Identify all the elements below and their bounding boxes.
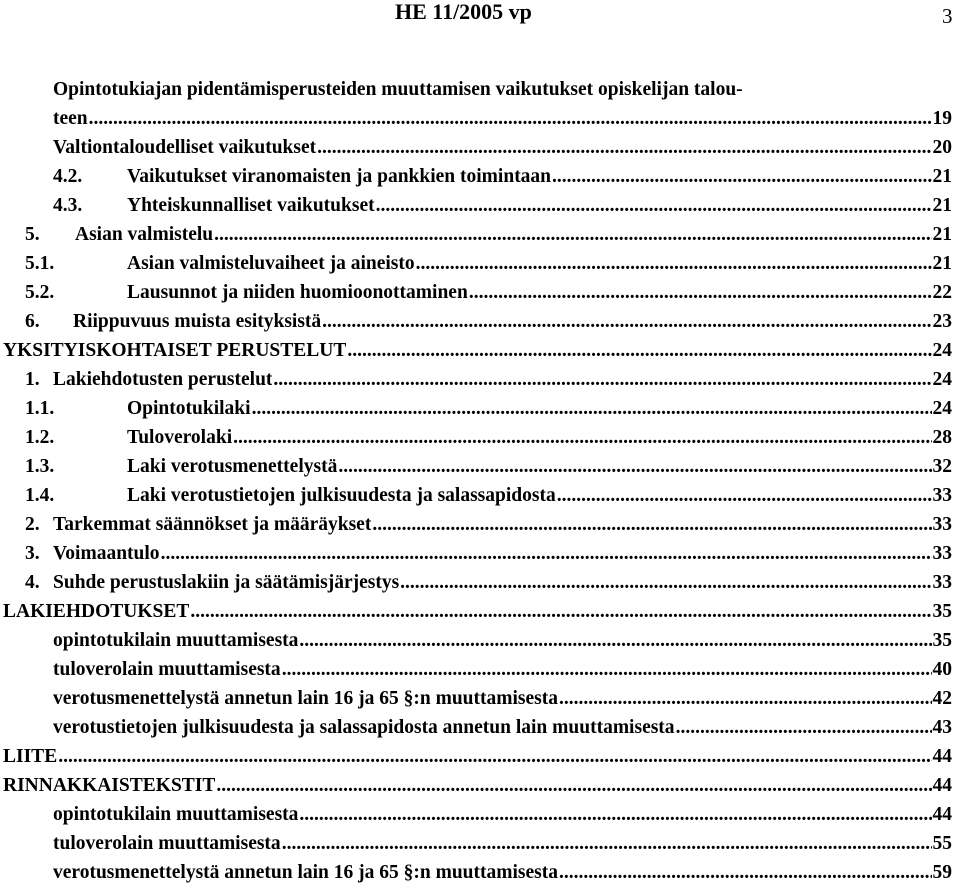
toc-leader-dots [322, 308, 931, 336]
toc-entry-page: 28 [932, 427, 952, 448]
toc-entry-page: 44 [932, 746, 952, 767]
toc-leader-dots [299, 801, 931, 829]
toc-entry-page: 23 [932, 311, 952, 332]
toc-entry-title: opintotukilain muuttamisesta [53, 804, 299, 825]
toc-leader-dots [161, 540, 932, 568]
toc-leader-dots [317, 134, 931, 162]
toc-entry-page: 33 [932, 543, 952, 564]
toc-entry[interactable] [25, 511, 952, 539]
toc-leader-dots [400, 569, 931, 597]
toc-entry-title: tuloverolain muuttamisesta [53, 833, 281, 854]
toc-entry-title: YKSITYISKOHTAISET PERUSTELUT [3, 340, 347, 361]
toc-entry-title: Laki verotusmenettelystä [127, 456, 338, 477]
toc-entry[interactable] [3, 772, 952, 800]
toc-leader-dots [299, 627, 931, 655]
toc-entry[interactable] [53, 192, 952, 220]
toc-leader-dots [416, 250, 932, 278]
toc-entry-number: 1.1. [25, 398, 55, 419]
toc-leader-dots [273, 366, 931, 394]
toc-entry[interactable] [53, 134, 952, 162]
toc-entry-number: 4.3. [53, 195, 83, 216]
toc-leader-dots [190, 598, 931, 626]
toc-leader-dots [469, 279, 932, 307]
toc-entry-title: verotustietojen julkisuudesta ja salassapidosta annetun lain muuttamisesta [53, 717, 675, 738]
toc-entry-number: 5.2. [25, 282, 55, 303]
toc-entry-page: 33 [932, 485, 952, 506]
toc-entry-page: 21 [932, 195, 952, 216]
toc-entry-title: LAKIEHDOTUKSET [3, 601, 190, 622]
toc-entry[interactable] [53, 801, 952, 829]
toc-entry-page: 59 [932, 862, 952, 883]
toc-entry[interactable] [53, 859, 952, 887]
toc-leader-dots [552, 163, 931, 191]
toc-leader-dots [214, 221, 931, 249]
toc-leader-dots [282, 656, 932, 684]
toc-entry[interactable] [53, 163, 952, 191]
toc-entry-page: 22 [932, 282, 952, 303]
toc-entry-page: 55 [932, 833, 952, 854]
toc-entry[interactable] [3, 743, 952, 771]
toc-entry-page: 21 [932, 253, 952, 274]
toc-entry[interactable] [25, 482, 952, 510]
toc-entry-page: 21 [932, 166, 952, 187]
toc-leader-dots [252, 395, 932, 423]
toc-entry-number: 4.2. [53, 166, 83, 187]
toc-entry-page: 19 [932, 108, 952, 129]
page-header [0, 0, 960, 30]
toc-entry-title: Tarkemmat säännökset ja määräykset [53, 514, 372, 535]
toc-entry[interactable] [53, 656, 952, 684]
toc-entry-title: opintotukilain muuttamisesta [53, 630, 299, 651]
toc-entry-page: 44 [932, 775, 952, 796]
toc-entry-number: 1.2. [25, 427, 55, 448]
toc-leader-dots [216, 772, 931, 800]
toc-entry-title: verotusmenettelystä annetun lain 16 ja 65 §:n muuttamisesta [53, 862, 559, 883]
toc-entry-title: RINNAKKAISTEKSTIT [3, 775, 216, 796]
toc-entry-title: Opintotukilaki [127, 398, 251, 419]
toc-leader-dots [282, 830, 932, 858]
toc-entry[interactable] [53, 830, 952, 858]
toc-entry-page: 24 [932, 340, 952, 361]
toc-leader-dots [557, 482, 932, 510]
toc-leader-dots [676, 714, 932, 742]
toc-entry[interactable] [53, 105, 952, 133]
toc-entry-page: 20 [932, 137, 952, 158]
toc-entry-title: Voimaantulo [53, 543, 160, 564]
toc-entry-number: 6. [25, 311, 40, 332]
toc-entry-page: 33 [932, 572, 952, 593]
toc-entry[interactable] [25, 221, 952, 249]
toc-entry-title: Riippuvuus muista esityksistä [73, 311, 322, 332]
toc-entry[interactable] [25, 424, 952, 452]
toc-entry-title: Tuloverolaki [127, 427, 233, 448]
toc-entry-number: 2. [25, 514, 40, 535]
toc-entry-number: 5. [25, 224, 40, 245]
toc-entry-title: Asian valmisteluvaiheet ja aineisto [127, 253, 415, 274]
toc-leader-dots [376, 192, 932, 220]
page-number: 3 [942, 4, 953, 28]
toc-entry-title: Valtiontaloudelliset vaikutukset [53, 137, 317, 158]
toc-entry-page: 44 [932, 804, 952, 825]
toc-entry-page: 21 [932, 224, 952, 245]
toc-entry-title: verotusmenettelystä annetun lain 16 ja 65 §:n muuttamisesta [53, 688, 559, 709]
toc-entry-page: 24 [932, 369, 952, 390]
toc-entry-page: 32 [932, 456, 952, 477]
toc-entry[interactable] [25, 279, 952, 307]
toc-leader-dots [372, 511, 931, 539]
toc-leader-dots [559, 859, 931, 887]
toc-leader-dots [233, 424, 931, 452]
toc-entry-page: 42 [932, 688, 952, 709]
toc-entry[interactable] [3, 337, 952, 365]
toc-entry-number: 1.3. [25, 456, 55, 477]
toc-entry-number: 1. [25, 369, 40, 390]
toc-entry-page: 35 [932, 630, 952, 651]
toc-entry-number: 4. [25, 572, 40, 593]
toc-entry-title: Yhteiskunnalliset vaikutukset [127, 195, 375, 216]
toc-entry-wrapped-start[interactable] [53, 76, 933, 104]
toc-entry-title: tuloverolain muuttamisesta [53, 659, 281, 680]
toc-entry[interactable] [25, 453, 952, 481]
document-id: HE 11/2005 vp [395, 0, 532, 24]
toc-entry-page: 35 [932, 601, 952, 622]
toc-entry-page: 43 [932, 717, 952, 738]
toc-entry[interactable] [25, 540, 952, 568]
toc-entry-page: 40 [932, 659, 952, 680]
toc-entry[interactable] [25, 308, 952, 336]
toc-entry-title: Asian valmistelu [75, 224, 214, 245]
toc-entry[interactable] [25, 569, 952, 597]
toc-entry-title: Suhde perustuslakiin ja säätämisjärjestys [53, 572, 400, 593]
toc-leader-dots [58, 743, 931, 771]
toc-entry[interactable] [53, 714, 952, 742]
toc-entry[interactable] [3, 598, 952, 626]
toc-entry[interactable] [25, 366, 952, 394]
toc-entry[interactable] [53, 627, 952, 655]
toc-entry-title: Vaikutukset viranomaisten ja pankkien toimintaan [127, 166, 552, 187]
toc-entry-number: 5.1. [25, 253, 55, 274]
toc-leader-dots [89, 105, 932, 133]
toc-entry[interactable] [25, 395, 952, 423]
toc-entry[interactable] [25, 250, 952, 278]
toc-entry-page: 33 [932, 514, 952, 535]
toc-leader-dots [347, 337, 931, 365]
toc-entry[interactable] [53, 685, 952, 713]
toc-leader-dots [338, 453, 931, 481]
toc-entry-title: Laki verotustietojen julkisuudesta ja salassapidosta [127, 485, 556, 506]
toc-entry-title: Lakiehdotusten perustelut [53, 369, 273, 390]
toc-entry-title: LIITE [3, 746, 58, 767]
toc-entry-number: 1.4. [25, 485, 55, 506]
toc-entry-page: 24 [932, 398, 952, 419]
toc-entry-title: teen [53, 108, 88, 129]
toc-leader-dots [559, 685, 931, 713]
toc-entry-title: Lausunnot ja niiden huomioonottaminen [127, 282, 468, 303]
toc-entry-number: 3. [25, 543, 40, 564]
toc-entry-title: Opintotukiajan pidentämisperusteiden muuttamisen vaikutukset opiskelijan talou- [53, 79, 743, 100]
